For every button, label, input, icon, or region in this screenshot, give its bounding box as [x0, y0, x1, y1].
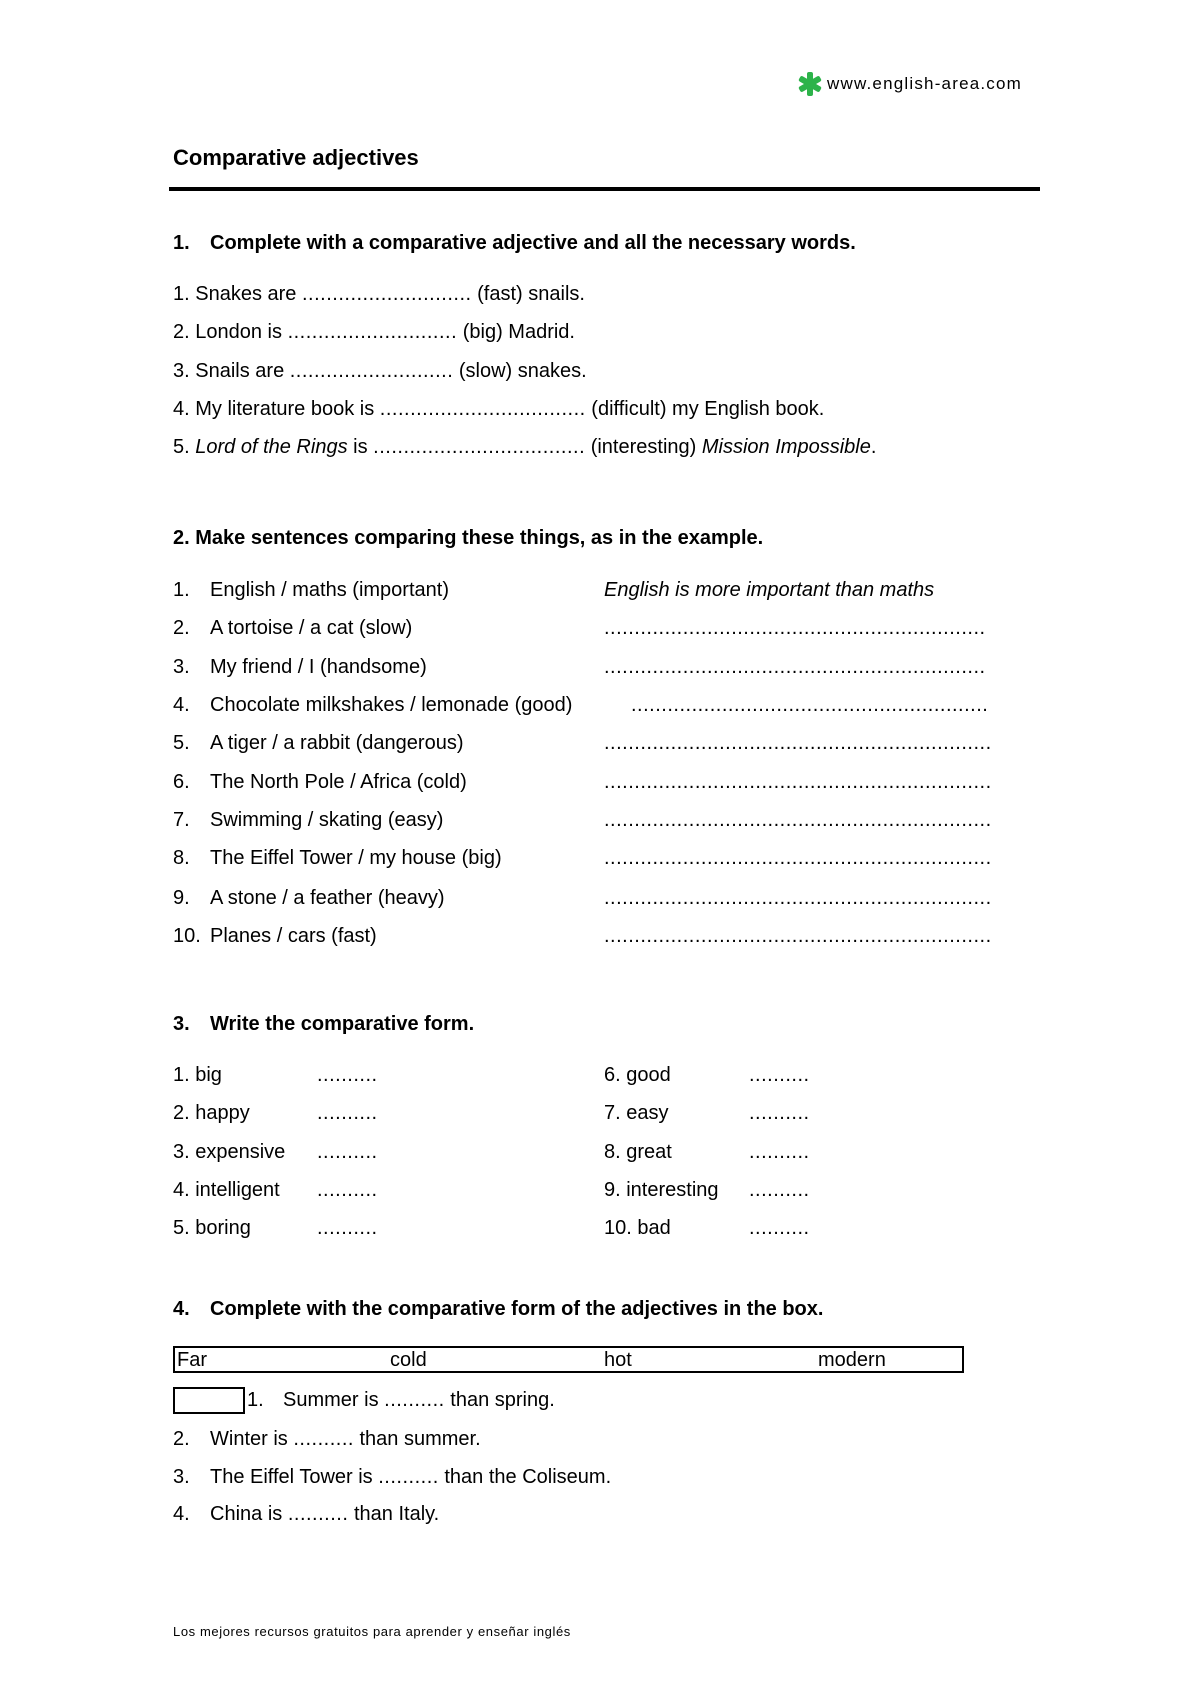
section2-heading: 2. Make sentences comparing these things, as in the example. — [173, 527, 764, 549]
empty-box — [173, 1387, 245, 1414]
s2-answer-blank[interactable]: ................................................................ — [604, 771, 992, 793]
s3-blank[interactable]: .......... — [749, 1179, 810, 1201]
s2-answer-blank[interactable]: ................................................................ — [604, 732, 992, 754]
s3-word: 5. boring — [173, 1217, 251, 1239]
s2-prompt: 9. A stone / a feather (heavy) — [173, 887, 445, 909]
s4-item-2: 2. Winter is .......... than summer. — [173, 1428, 481, 1450]
s1-item-3: 3. Snails are ........................... (slow) snakes. — [173, 360, 587, 382]
s3-word: 2. happy — [173, 1102, 250, 1124]
s2-prompt: 8. The Eiffel Tower / my house (big) — [173, 847, 502, 869]
blank[interactable]: ............................ — [287, 321, 458, 343]
s3-blank[interactable]: .......... — [317, 1141, 378, 1163]
s3-blank[interactable]: .......... — [317, 1102, 378, 1124]
page-title: Comparative adjectives — [173, 145, 419, 170]
s1-item-2: 2. London is ............................ (big) Madrid. — [173, 321, 575, 343]
s2-answer-blank[interactable]: ................................................................ — [604, 887, 992, 909]
s2-answer-blank[interactable]: ............................................................... — [604, 617, 986, 639]
s3-blank[interactable]: .......... — [317, 1217, 378, 1239]
section3-heading: 3. Write the comparative form. — [173, 1013, 475, 1035]
s2-prompt: 7. Swimming / skating (easy) — [173, 809, 444, 831]
blank[interactable]: ................................... — [373, 436, 586, 458]
s2-prompt: 4. Chocolate milkshakes / lemonade (good) — [173, 694, 573, 716]
blank[interactable]: ........................... — [289, 360, 454, 382]
s2-answer-blank[interactable]: ................................................................ — [604, 925, 992, 947]
s1-item-4: 4. My literature book is .................................. (difficult) my English book. — [173, 398, 825, 420]
s2-answer-blank[interactable]: ................................................................ — [604, 809, 992, 831]
s2-prompt: 3. My friend / I (handsome) — [173, 656, 427, 678]
s4-item-3: 3. The Eiffel Tower is .......... than the Coliseum. — [173, 1466, 612, 1488]
s3-blank[interactable]: .......... — [749, 1217, 810, 1239]
s3-blank[interactable]: .......... — [317, 1179, 378, 1201]
word-box-item: cold — [390, 1349, 427, 1371]
section1-heading: 1. Complete with a comparative adjective and all the necessary words. — [173, 232, 856, 254]
blank[interactable]: .......... — [384, 1389, 445, 1411]
s3-word: 3. expensive — [173, 1141, 286, 1163]
s2-prompt: 6. The North Pole / Africa (cold) — [173, 771, 467, 793]
s3-word: 9. interesting — [604, 1179, 719, 1201]
word-box-item: modern — [818, 1349, 886, 1371]
s1-item-1: 1. Snakes are ............................ (fast) snails. — [173, 283, 585, 305]
s4-item-1: 1. Summer is .......... than spring. — [247, 1389, 555, 1411]
blank[interactable]: ............................ — [301, 283, 472, 305]
blank[interactable]: .................................. — [379, 398, 586, 420]
s2-prompt: 5. A tiger / a rabbit (dangerous) — [173, 732, 464, 754]
s2-answer-blank[interactable]: ................................................................ — [604, 847, 992, 869]
s3-word: 8. great — [604, 1141, 672, 1163]
blank[interactable]: .......... — [293, 1428, 354, 1450]
s3-word: 4. intelligent — [173, 1179, 280, 1201]
s3-blank[interactable]: .......... — [749, 1102, 810, 1124]
s2-prompt: 10. Planes / cars (fast) — [173, 925, 377, 947]
blank[interactable]: .......... — [287, 1503, 349, 1525]
blank[interactable]: .......... — [378, 1466, 439, 1488]
s1-item-5: 5. Lord of the Rings is ................................... (interesting) Mission Impossible. — [173, 436, 877, 458]
s3-word: 1. big — [173, 1064, 222, 1086]
s3-word: 6. good — [604, 1064, 671, 1086]
footer-text: Los mejores recursos gratuitos para aprender y enseñar inglés — [173, 1624, 571, 1639]
section4-heading: 4. Complete with the comparative form of the adjectives in the box. — [173, 1298, 824, 1320]
s2-answer-blank[interactable]: ........................................................... — [631, 694, 989, 716]
word-box-item: Far — [177, 1349, 207, 1371]
s4-item-4: 4. China is .......... than Italy. — [173, 1503, 440, 1525]
s2-answer-blank[interactable]: ............................................................... — [604, 656, 986, 678]
site-logo — [797, 72, 1022, 96]
s3-blank[interactable]: .......... — [749, 1141, 810, 1163]
title-divider — [169, 187, 1040, 191]
s3-blank[interactable]: .......... — [317, 1064, 378, 1086]
s3-word: 10. bad — [604, 1217, 671, 1239]
word-box-item: hot — [604, 1349, 632, 1371]
s3-blank[interactable]: .......... — [749, 1064, 810, 1086]
word-box — [173, 1346, 964, 1373]
s2-prompt: 2. A tortoise / a cat (slow) — [173, 617, 413, 639]
green-asterisk-icon — [797, 72, 823, 96]
s2-prompt: 1. English / maths (important) — [173, 579, 449, 601]
site-url[interactable]: www.english-area.com — [827, 74, 1023, 93]
s2-example-answer: English is more important than maths — [604, 579, 935, 601]
s3-word: 7. easy — [604, 1102, 669, 1124]
